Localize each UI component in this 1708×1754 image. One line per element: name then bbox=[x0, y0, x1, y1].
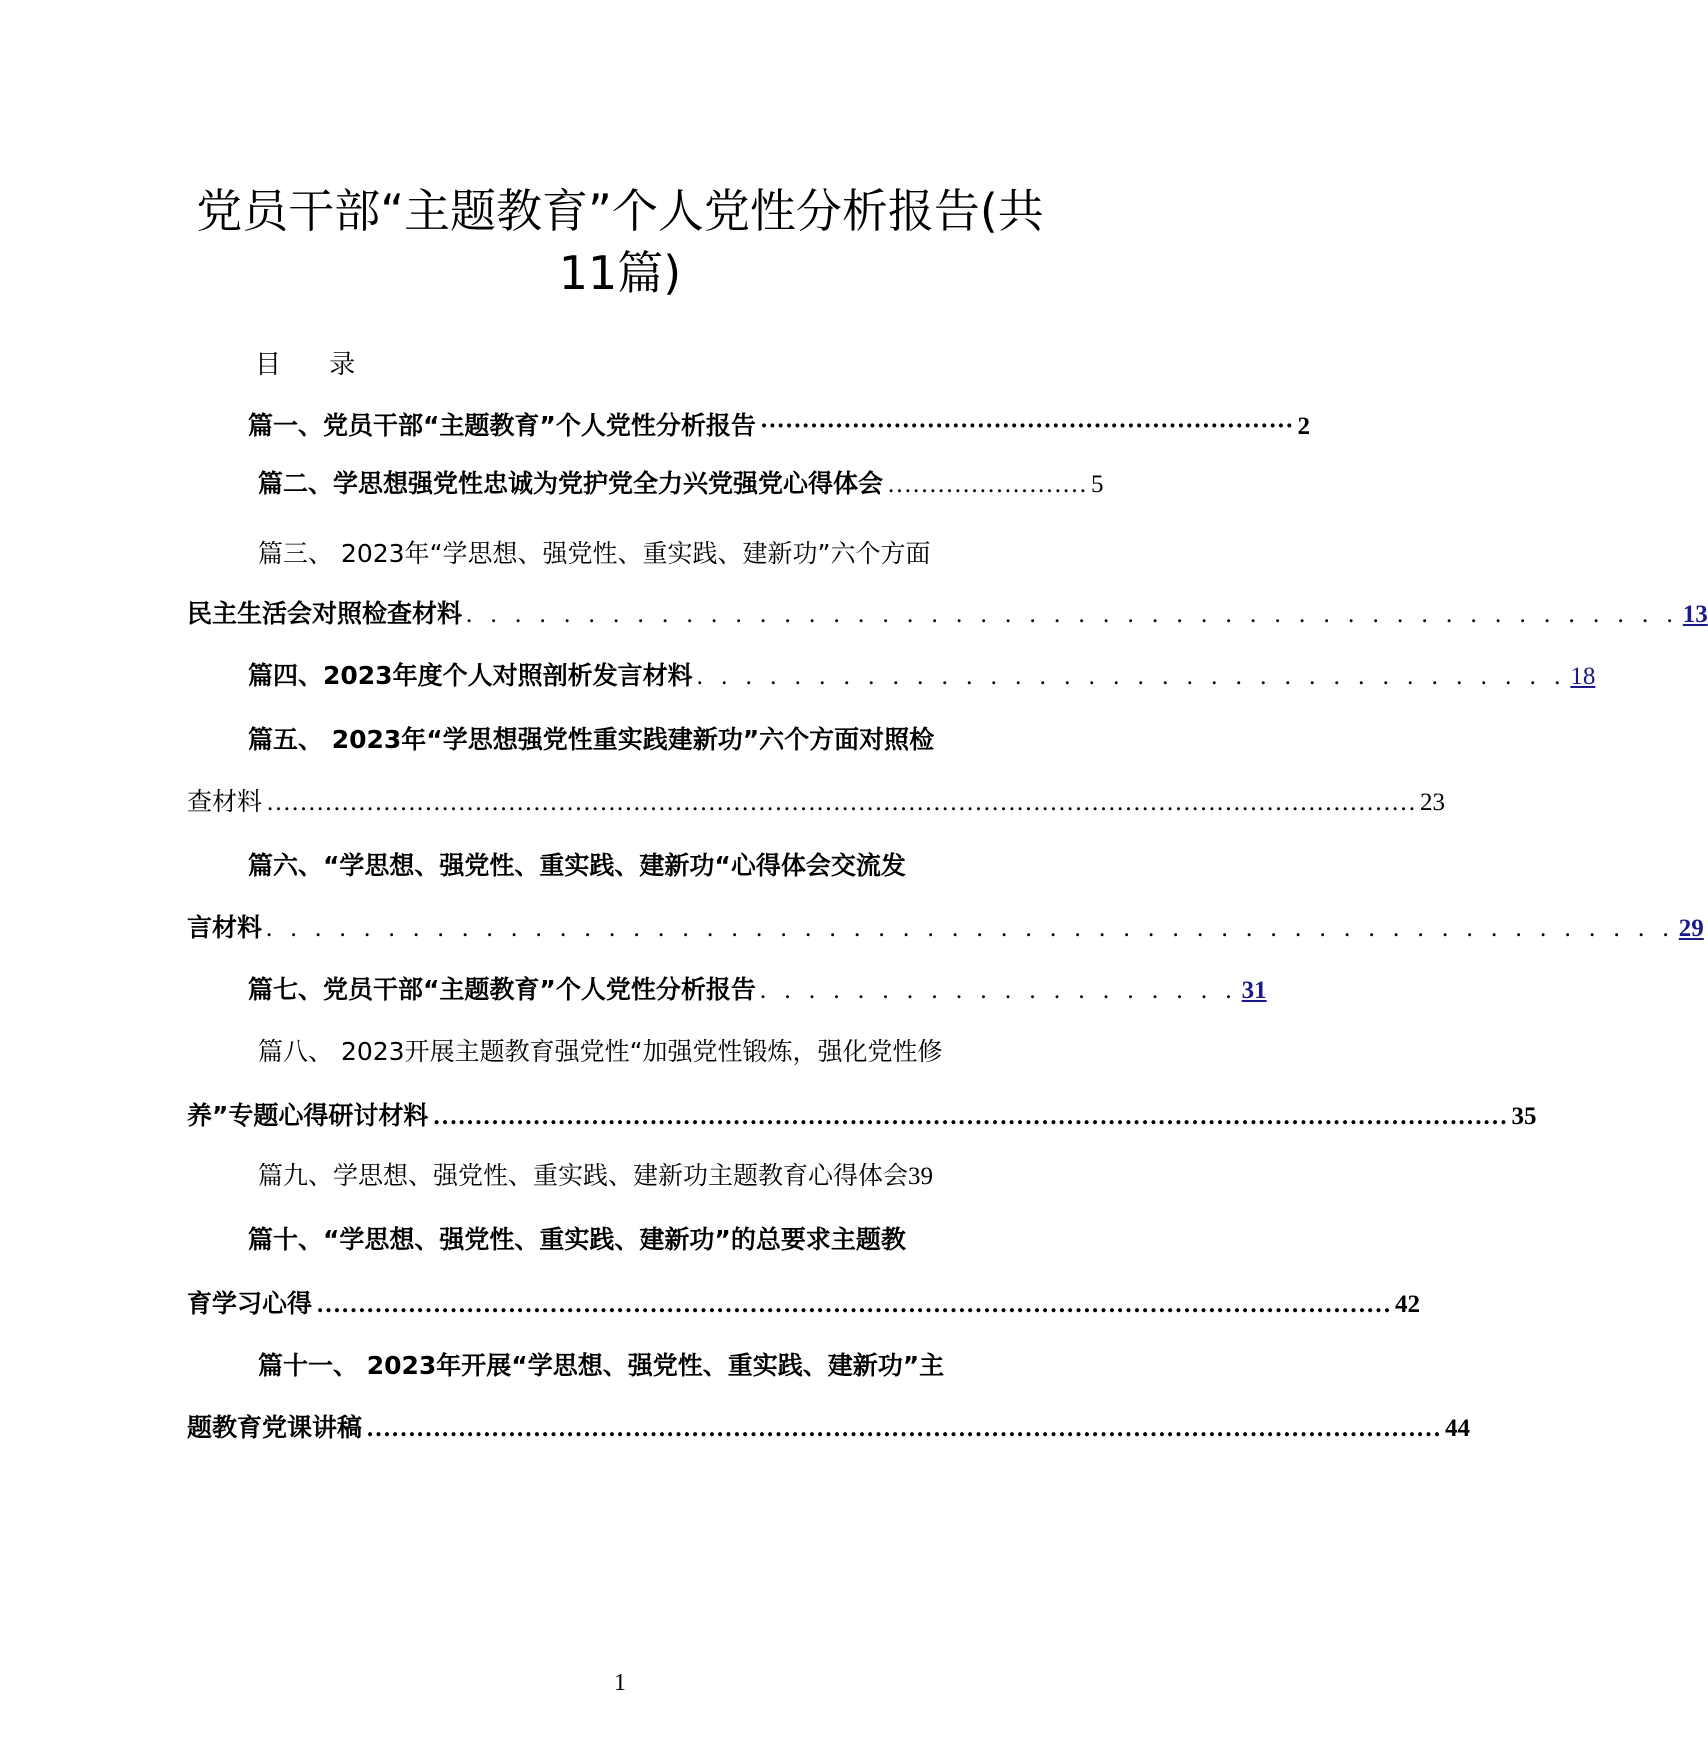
toc-entry-5-line-2[interactable] bbox=[187, 782, 1446, 822]
toc-entry-10-page: 42 bbox=[1395, 1291, 1421, 1318]
toc-entry-11-line-2[interactable] bbox=[187, 1408, 1471, 1448]
toc-entry-3-line-2[interactable] bbox=[187, 594, 1708, 634]
toc-entry-11-line-1[interactable] bbox=[258, 1346, 1058, 1386]
toc-entry-4-title: 篇四、2023年度个人对照剖析发言材料 bbox=[248, 661, 693, 690]
toc-entry-8-leader: ………………………………………………………………………………………………………………… bbox=[432, 1103, 1508, 1130]
toc-entry-6-leader: . . . . . . . . . . . . . . . . . . . . . . . . . . . . . . . . . . . . . . . . . . . . . . . . . . . . . . . . . . bbox=[266, 915, 1675, 942]
toc-entry-10-title-2: 育学习心得 bbox=[187, 1289, 313, 1318]
toc-entry-6-line-2[interactable] bbox=[187, 908, 1704, 948]
toc-entry-1-page: 2 bbox=[1297, 413, 1310, 440]
toc-entry-7[interactable] bbox=[248, 970, 1267, 1010]
toc-entry-9[interactable] bbox=[258, 1156, 1058, 1196]
toc-entry-1-leader: ································································ bbox=[759, 413, 1294, 440]
toc-entry-1[interactable] bbox=[248, 406, 1310, 446]
toc-entry-2-page: 5 bbox=[1091, 471, 1104, 498]
toc-entry-4-page-link[interactable]: 18 bbox=[1570, 663, 1596, 690]
toc-entry-2[interactable] bbox=[258, 464, 1104, 504]
toc-entry-5-title-2: 查材料 bbox=[187, 787, 263, 816]
toc-entry-2-title: 篇二、学思想强党性忠诚为党护党全力兴党强党心得体会 bbox=[258, 469, 884, 498]
toc-entry-7-leader: . . . . . . . . . . . . . . . . . . . . bbox=[759, 977, 1238, 1004]
toc-entry-7-title: 篇七、党员干部“主题教育”个人党性分析报告 bbox=[248, 975, 756, 1004]
toc-entry-10-leader: ………………………………………………………………………………………………………………… bbox=[316, 1291, 1392, 1318]
toc-entry-3-line-1[interactable] bbox=[258, 534, 1058, 574]
toc-entry-6-title-1: 篇六、“学思想、强党性、重实践、建新功“心得体会交流发 bbox=[248, 851, 906, 880]
toc-entry-10-line-1[interactable] bbox=[248, 1220, 1048, 1260]
toc-entry-1-title: 篇一、党员干部“主题教育”个人党性分析报告 bbox=[248, 411, 756, 440]
toc-entry-9-page: 39 bbox=[908, 1163, 934, 1190]
toc-entry-11-page: 44 bbox=[1445, 1415, 1471, 1442]
toc-entry-10-title-1: 篇十、“学思想、强党性、重实践、建新功”的总要求主题教 bbox=[248, 1225, 906, 1254]
toc-entry-7-page-link[interactable]: 31 bbox=[1241, 977, 1267, 1004]
page-number: 1 bbox=[614, 1670, 626, 1696]
document-title bbox=[120, 180, 1120, 304]
toc-entry-8-title-1: 篇八、 2023开展主题教育强党性“加强党性锻炼，强化党性修 bbox=[258, 1037, 943, 1066]
toc-entry-5-title-1: 篇五、 2023年“学思想强党性重实践建新功”六个方面对照检 bbox=[248, 725, 935, 754]
toc-entry-11-title-2: 题教育党课讲稿 bbox=[187, 1413, 363, 1442]
toc-entry-4-leader: . . . . . . . . . . . . . . . . . . . . . . . . . . . . . . . . . . . . bbox=[696, 663, 1567, 690]
toc-entry-6-line-1[interactable] bbox=[248, 846, 1048, 886]
title-line-2: 11篇) bbox=[558, 246, 682, 300]
toc-entry-5-page: 23 bbox=[1420, 789, 1446, 816]
toc-entry-2-leader: …………………… bbox=[887, 471, 1088, 498]
toc-entry-5-line-1[interactable] bbox=[248, 720, 1048, 760]
toc-heading: 目 录 bbox=[255, 350, 376, 380]
toc-entry-3-title-1: 篇三、 2023年“学思想、强党性、重实践、建新功”六个方面 bbox=[258, 539, 931, 568]
toc-entry-3-title-2: 民主生活会对照检查材料 bbox=[187, 599, 463, 628]
toc-entry-8-line-2[interactable] bbox=[187, 1096, 1537, 1136]
toc-entry-11-leader: ………………………………………………………………………………………………………………… bbox=[366, 1415, 1442, 1442]
toc-entry-8-line-1[interactable] bbox=[258, 1032, 1058, 1072]
toc-entry-4[interactable] bbox=[248, 656, 1596, 696]
toc-entry-3-leader: . . . . . . . . . . . . . . . . . . . . . . . . . . . . . . . . . . . . . . . . . . . . . . . . . . bbox=[466, 601, 1679, 628]
toc-entry-8-page: 35 bbox=[1511, 1103, 1537, 1130]
toc-entry-3-page-link[interactable]: 13 bbox=[1682, 601, 1708, 628]
toc-entry-8-title-2: 养”专题心得研讨材料 bbox=[187, 1101, 429, 1130]
toc-entry-11-title-1: 篇十一、 2023年开展“学思想、强党性、重实践、建新功”主 bbox=[258, 1351, 945, 1380]
toc-entry-5-leader: ………………………………………………………………………………………………………………………… bbox=[266, 789, 1417, 816]
toc-entry-10-line-2[interactable] bbox=[187, 1284, 1421, 1324]
toc-entry-6-title-2: 言材料 bbox=[187, 913, 263, 942]
toc-entry-6-page-link[interactable]: 29 bbox=[1678, 915, 1704, 942]
title-line-1: 党员干部“主题教育”个人党性分析报告(共 bbox=[196, 184, 1044, 238]
toc-entry-9-title: 篇九、学思想、强党性、重实践、建新功主题教育心得体会 bbox=[258, 1161, 909, 1190]
